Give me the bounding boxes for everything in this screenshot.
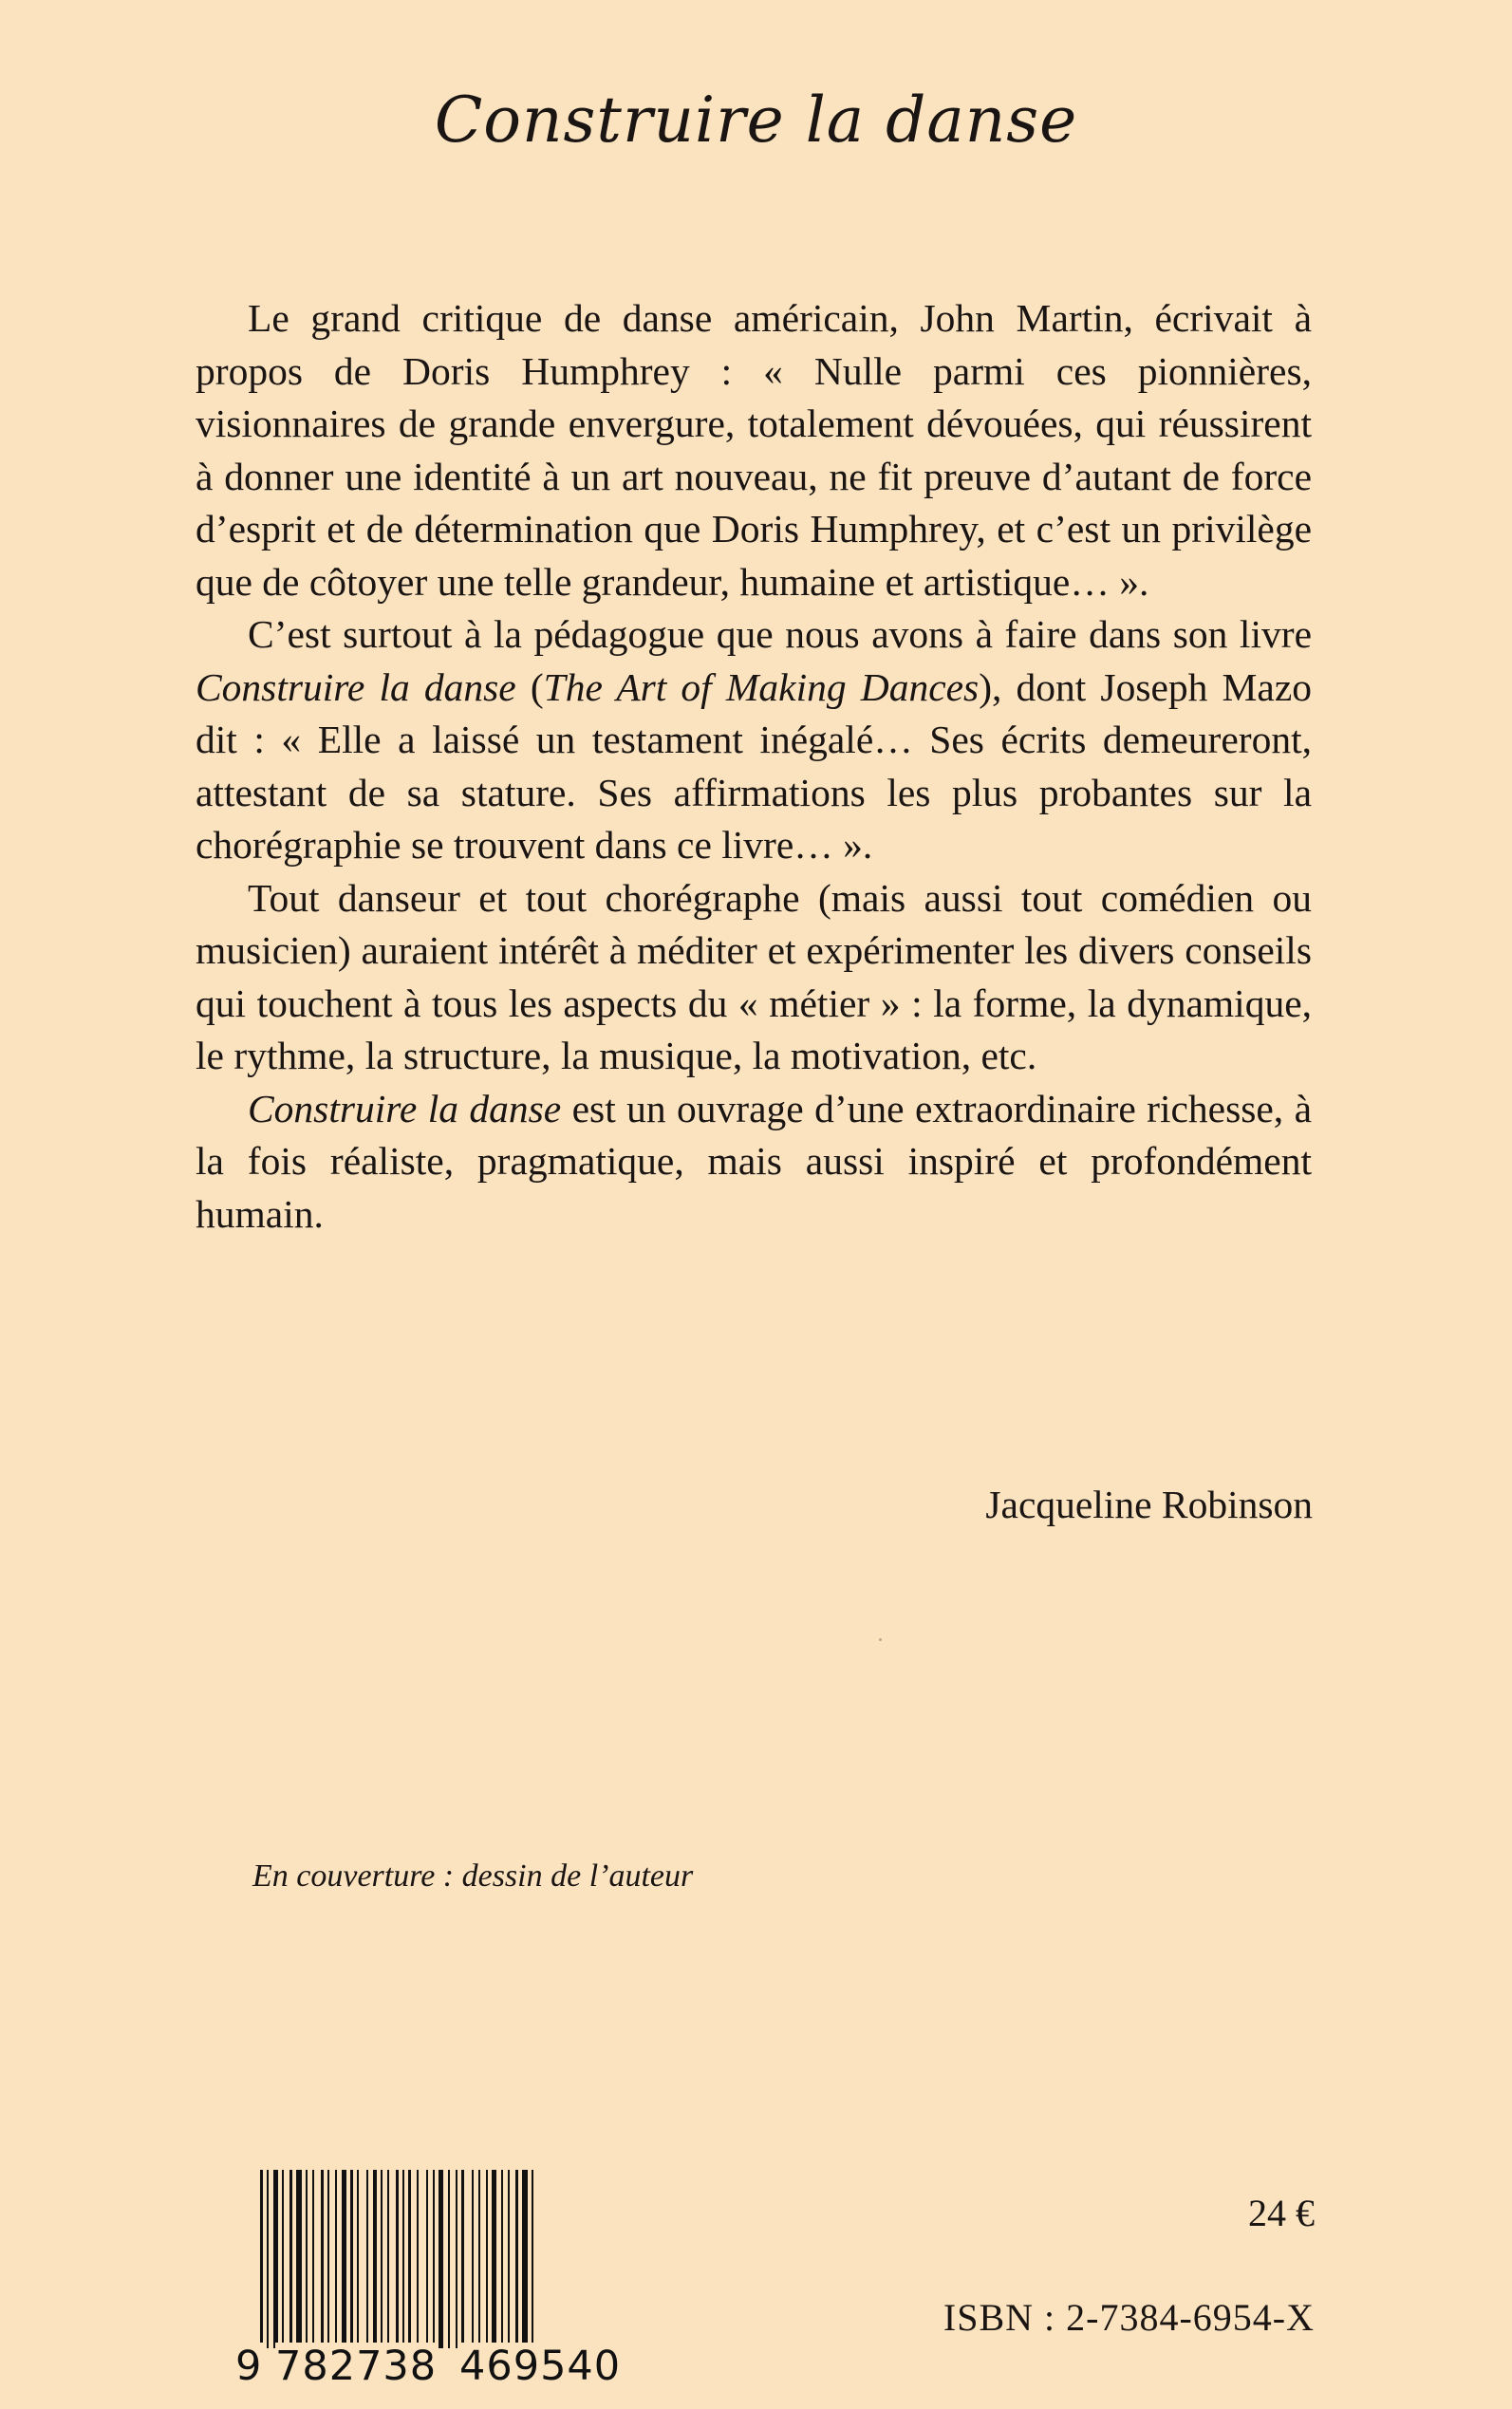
barcode-bar bbox=[492, 2170, 496, 2348]
price-label: 24 € bbox=[1248, 2192, 1315, 2234]
barcode-bar bbox=[426, 2170, 428, 2348]
back-cover-blurb bbox=[196, 292, 1312, 1241]
isbn-label: ISBN : 2-7384-6954-X bbox=[943, 2296, 1315, 2339]
barcode-bar bbox=[508, 2170, 510, 2348]
p2-text-e: ), dont Joseph Mazo dit : « Elle a laissé un testament inégalé… Ses écrits demeureront, attestant de sa stature. Ses affirmations les plus probantes sur la chorégraphie se trouvent dans ce livre… ». bbox=[196, 664, 1313, 867]
barcode-bar bbox=[267, 2170, 269, 2348]
barcode-bar bbox=[448, 2170, 450, 2348]
barcode-bar bbox=[381, 2170, 383, 2348]
barcode-bar bbox=[327, 2170, 329, 2348]
paragraph-john-martin-quote: Le grand critique de danse américain, John Martin, écrivait à propos de Doris Humphrey : « Nulle parmi ces pionnières, visionnaires de grande envergure, totalement dévouées, qui réussirent à donner une identité à un art nouveau, ne fit preuve d’autant de force d’esprit et de détermination que Doris Humphrey, et c’est un privilège que de côtoyer une telle grandeur, humaine et artistique… ». bbox=[196, 296, 1312, 604]
barcode-bar bbox=[342, 2170, 346, 2348]
barcode-bar bbox=[357, 2170, 359, 2348]
barcode-bar bbox=[289, 2170, 292, 2348]
barcode-bar bbox=[439, 2170, 443, 2348]
ean-barcode bbox=[235, 2170, 644, 2390]
paragraph-pedagogue bbox=[196, 608, 1312, 872]
p2-book-title-fr: Construire la danse bbox=[196, 664, 516, 709]
barcode-bar bbox=[417, 2170, 419, 2348]
barcode-bar bbox=[366, 2170, 368, 2348]
barcode-bar bbox=[387, 2170, 389, 2348]
barcode-bar bbox=[273, 2170, 278, 2348]
p2-text-c: ( bbox=[515, 664, 544, 709]
barcode-bar bbox=[350, 2170, 353, 2348]
barcode-left-group: 782738 bbox=[275, 2343, 438, 2390]
barcode-bar bbox=[306, 2170, 308, 2348]
barcode-first-digit: 9 bbox=[235, 2343, 265, 2390]
barcode-bar bbox=[402, 2170, 404, 2348]
speck-mark bbox=[879, 1638, 882, 1641]
barcode-bar bbox=[335, 2170, 337, 2348]
book-title: Construire la danse bbox=[434, 84, 1078, 157]
barcode-bar bbox=[312, 2170, 314, 2348]
barcode-bar bbox=[478, 2170, 480, 2348]
barcode-bar bbox=[522, 2170, 528, 2348]
barcode-bar bbox=[501, 2170, 503, 2348]
barcode-bar bbox=[456, 2170, 457, 2348]
p4-book-title: Construire la danse bbox=[248, 1086, 562, 1130]
p2-book-title-en: The Art of Making Dances bbox=[543, 664, 980, 709]
author-signature: Jacqueline Robinson bbox=[985, 1483, 1313, 1526]
barcode-bar bbox=[321, 2170, 324, 2348]
barcode-bar bbox=[515, 2170, 518, 2348]
cover-credit: En couverture : dessin de l’auteur bbox=[252, 1858, 694, 1894]
barcode-bar bbox=[472, 2170, 474, 2348]
paragraph-conclusion bbox=[196, 1083, 1312, 1242]
barcode-bar bbox=[282, 2170, 284, 2348]
p4-text-b: est un ouvrage d’une extraordinaire richesse, à la fois réaliste, pragmatique, mais aussi inspiré et profondément humain. bbox=[196, 1086, 1312, 1236]
barcode-bar bbox=[461, 2170, 464, 2348]
barcode-bar bbox=[486, 2170, 488, 2348]
barcode-digits bbox=[235, 2343, 644, 2390]
barcode-bar bbox=[373, 2170, 377, 2348]
barcode-bar bbox=[433, 2170, 435, 2348]
barcode-bar bbox=[408, 2170, 411, 2348]
barcode-right-group: 469540 bbox=[459, 2343, 622, 2390]
paragraph-dancers-advice: Tout danseur et tout chorégraphe (mais aussi tout comédien ou musicien) auraient intérêt à méditer et expérimenter les divers conseils qui touchent à tous les aspects du « métier » : la forme, la dynamique, le rythme, la structure, la musique, la motivation, etc. bbox=[196, 875, 1312, 1077]
p2-text-a: C’est surtout à la pédagogue que nous avons à faire dans son livre bbox=[248, 612, 1312, 656]
barcode-bar bbox=[296, 2170, 302, 2348]
